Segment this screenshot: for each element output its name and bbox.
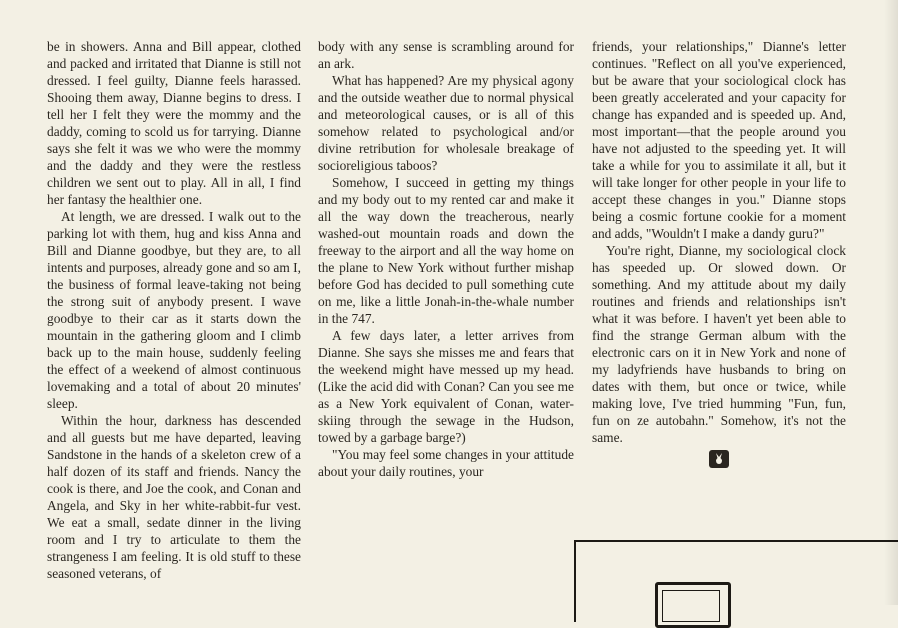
- page-edge-shadow: [884, 0, 898, 605]
- illustration-frame: [574, 540, 898, 622]
- text-column-3: [592, 38, 846, 472]
- paragraph: friends, your relationships," Dianne's letter continues. "Reflect on all you've experienced, but be aware that your sociological clock has been greatly accelerated and your capacity for change has expanded and is speeded up. And, most important—that the people around you have not adjusted to the speeding yet. It will take a while for you to assimilate it all, but it will take longer for other people in your life to accept these changes in you." Dianne stops being a cosmic fortune cookie for a moment and adds, "Wouldn't I make a dandy guru?": [592, 39, 846, 241]
- illustration-object-detail: [662, 590, 720, 622]
- paragraph: Somehow, I succeed in getting my things and my body out to my rented car and make it all the way down the treacherous, nearly washed-out mountain roads and down the freeway to the airport and all the way home on the plane to New York without further mishap before God has decided to pull something cute on me, like a little Jonah-in-the-whale number in the 747.: [318, 175, 574, 326]
- text-column-1: [47, 38, 301, 582]
- paragraph: A few days later, a letter arrives from Dianne. She says she misses me and fears that the weekend might have messed up my head. (Like the acid did with Conan? Can you see me as a New York equivalent of Conan, water-skiing through the sewage in the Hudson, towed by a garbage barge?): [318, 328, 574, 445]
- paragraph: You're right, Dianne, my sociological clock has speeded up. Or slowed down. Or something. And my attitude about my daily routines and friends and relationships isn't what it was before. I haven't yet been able to find the strange German album with the electronic cars on it in New York and none of my ladyfriends have husbands to bring on dates with them, but once or twice, while making love, I've tried humming "Fun, fun, fun on ze autobahn." Somehow, it's not the same.: [592, 243, 846, 445]
- paragraph: body with any sense is scrambling around for an ark.: [318, 39, 574, 71]
- paragraph: At length, we are dressed. I walk out to the parking lot with them, hug and kiss Anna and Bill and Dianne goodbye, but they are, to all intents and purposes, already gone and so am I, the business of formal leave-taking not being the strong suit of anybody present. I wave goodbye to their car as it starts down the mountain in the gathering gloom and I climb back up to the main house, suddenly feeling the effect of a weekend of almost continuous lovemaking and a total of about 20 minutes' sleep.: [47, 209, 301, 411]
- paragraph: What has happened? Are my physical agony and the outside weather due to normal physical and meteorological causes, or is all of this somehow related to psychological and/or divine retribution for wholesale breakage of socioreligious taboos?: [318, 73, 574, 173]
- paragraph: be in showers. Anna and Bill appear, clothed and packed and irritated that Dianne is still not dressed. I feel guilty, Dianne feels harassed. Shooing them away, Dianne begins to dress. I tell her I felt they were the mommy and the daddy, coming to scold us for tarrying. Dianne says she felt it was we who were the mommy and the daddy and they were the restless children we sent out to play. All in all, I find her fantasy the healthier one.: [47, 39, 301, 207]
- paragraph: Within the hour, darkness has descended and all guests but me have departed, leaving Sandstone in the hands of a skeleton crew of a half dozen of its staff and friends. Nancy the cook is there, and Joe the cook, and Conan and Angela, and Sky in her white-rabbit-fur vest. We eat a small, sedate dinner in the living room and I try to articulate to them the strangeness I am feeling. It is old stuff to these seasoned veterans, of: [47, 413, 301, 581]
- bunny-logo-icon: [709, 450, 729, 468]
- paragraph: "You may feel some changes in your attitude about your daily routines, your: [318, 447, 574, 479]
- text-column-2: [318, 38, 574, 480]
